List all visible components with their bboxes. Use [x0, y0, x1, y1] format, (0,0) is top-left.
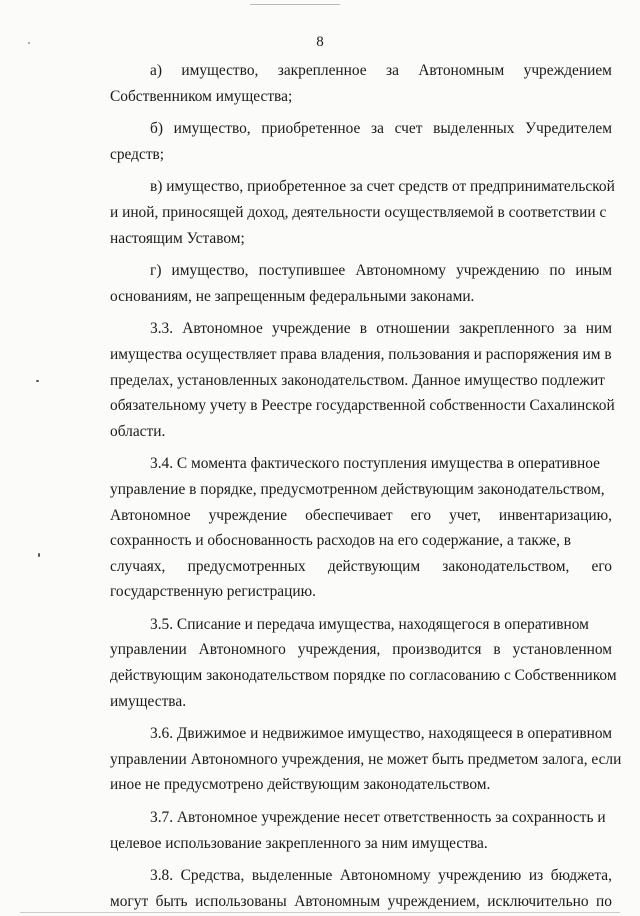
scan-speck	[36, 380, 39, 382]
paragraph-3-3: 3.3. Автономное учреждение в отношении закрепленного за ним имущества осуществляет права владения, пользования и распоряжения им в пределах, установленных законодательством. Данное имущество подлежит обязательному учету в Реестре государственной собственности Сахалинской области.	[110, 320, 615, 440]
paragraph-3-5: 3.5. Списание и передача имущества, находящегося в оперативном управлении Автономного учреждения, производится в установленном действующим законодательством порядке по согласованию с Собственником имущества.	[110, 615, 617, 710]
paragraph-3-7: 3.7. Автономное учреждение несет ответственность за сохранность и целевое использование закрепленного за ним имущества.	[110, 809, 606, 852]
paragraph-3-4: 3.4. С момента фактического поступления имущества в оперативное управление в порядке, предусмотренном действующим законодательством, Автономное учреждение обеспечивает его учет, инвентаризацию, сохранность и обоснованность расходов на его содержание, а также, в случаях, предусмотренных действующим законодательством, его государственную регистрацию.	[110, 455, 612, 601]
document-body	[110, 58, 622, 914]
scan-speck	[28, 42, 30, 44]
paragraph-3-6: 3.6. Движимое и недвижимое имущество, находящееся в оперативном управлении Автономного учреждения, не может быть предметом залога, если иное не предусмотрено действующим законодательством.	[110, 725, 622, 794]
paragraph-b: б) имущество, приобретенное за счет выделенных Учредителем средств;	[110, 120, 612, 163]
paragraph-a: а) имущество, закрепленное за Автономным учреждением Собственником имущества;	[110, 62, 612, 105]
paragraph-v: в) имущество, приобретенное за счет средств от предпринимательской и иной, приносящей доход, деятельности осуществляемой в соответствии с настоящим Уставом;	[110, 178, 615, 247]
paragraph-g: г) имущество, поступившее Автономному учреждению по иным основаниям, не запрещенным федеральными законами.	[110, 262, 612, 305]
scan-edge-top	[250, 4, 340, 5]
scan-speck	[38, 553, 40, 557]
scan-edge-bottom	[20, 912, 620, 913]
page-number: 8	[316, 34, 324, 50]
paragraph-3-8: 3.8. Средства, выделенные Автономному учреждению из бюджета, могут быть использованы Автономным учреждением, исключительно по	[110, 867, 612, 910]
